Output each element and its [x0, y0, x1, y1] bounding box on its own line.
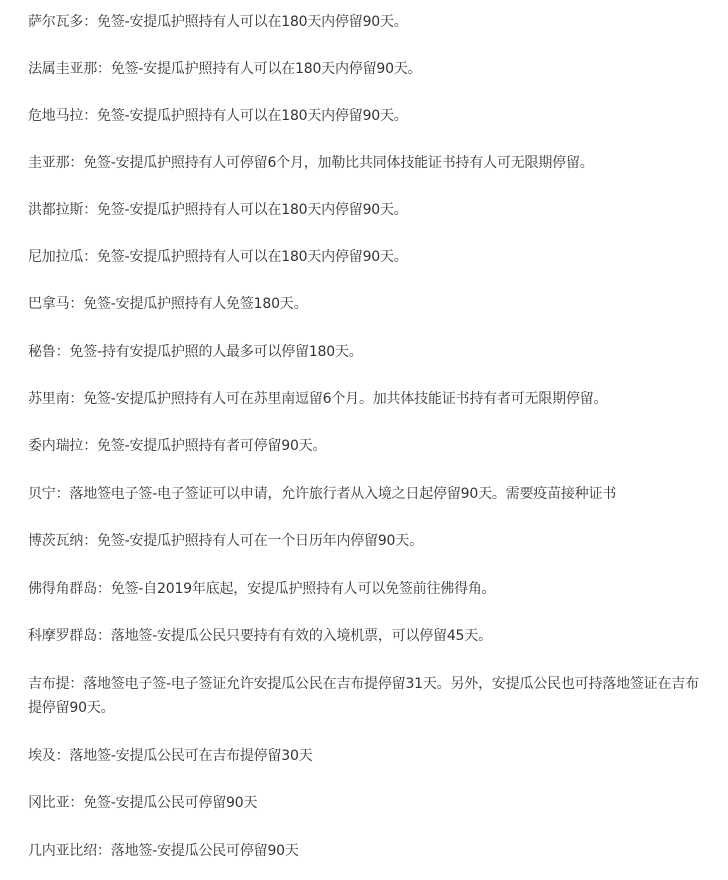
paragraph-guyana: 圭亚那：免签-安提瓜护照持有人可停留6个月，加勒比共同体技能证书持有人可无限期停留。 — [28, 155, 594, 171]
paragraph-suriname: 苏里南：免签-安提瓜护照持有人可在苏里南逗留6个月。加共体技能证书持有者可无限期停留。 — [28, 391, 608, 407]
paragraph-comoros: 科摩罗群岛：落地签-安提瓜公民只要持有有效的入境机票，可以停留45天。 — [28, 628, 492, 644]
paragraph-peru: 秘鲁：免签-持有安提瓜护照的人最多可以停留180天。 — [28, 344, 363, 360]
paragraph-gambia: 冈比亚：免签-安提瓜公民可停留90天 — [28, 795, 258, 811]
paragraph-french-guiana: 法属圭亚那：免签-安提瓜护照持有人可以在180天内停留90天。 — [28, 61, 422, 77]
paragraph-guinea-bissau: 几内亚比绍：落地签-安提瓜公民可停留90天 — [28, 843, 299, 859]
paragraph-benin: 贝宁：落地签电子签-电子签证可以申请，允许旅行者从入境之日起停留90天。需要疫苗接种证书 — [28, 486, 617, 502]
paragraph-nicaragua: 尼加拉瓜：免签-安提瓜护照持有人可以在180天内停留90天。 — [28, 249, 408, 265]
paragraph-botswana: 博茨瓦纳：免签-安提瓜护照持有人可在一个日历年内停留90天。 — [28, 533, 423, 549]
paragraph-honduras: 洪都拉斯：免签-安提瓜护照持有人可以在180天内停留90天。 — [28, 202, 408, 218]
paragraph-panama: 巴拿马：免签-安提瓜护照持有人免签180天。 — [28, 296, 308, 312]
paragraph-guatemala: 危地马拉：免签-安提瓜护照持有人可以在180天内停留90天。 — [28, 108, 408, 124]
paragraph-egypt: 埃及：落地签-安提瓜公民可在吉布提停留30天 — [28, 748, 313, 764]
paragraph-djibouti: 吉布提：落地签电子签-电子签证允许安提瓜公民在吉布提停留31天。另外，安提瓜公民也可持落地签证在吉布提停留90天。 — [28, 676, 699, 716]
paragraph-el-salvador: 萨尔瓦多：免签-安提瓜护照持有人可以在180天内停留90天。 — [28, 14, 408, 30]
paragraph-venezuela: 委内瑞拉：免签-安提瓜护照持有者可停留90天。 — [28, 438, 327, 454]
paragraph-cape-verde: 佛得角群岛：免签-自2019年底起，安提瓜护照持有人可以免签前往佛得角。 — [28, 581, 496, 597]
